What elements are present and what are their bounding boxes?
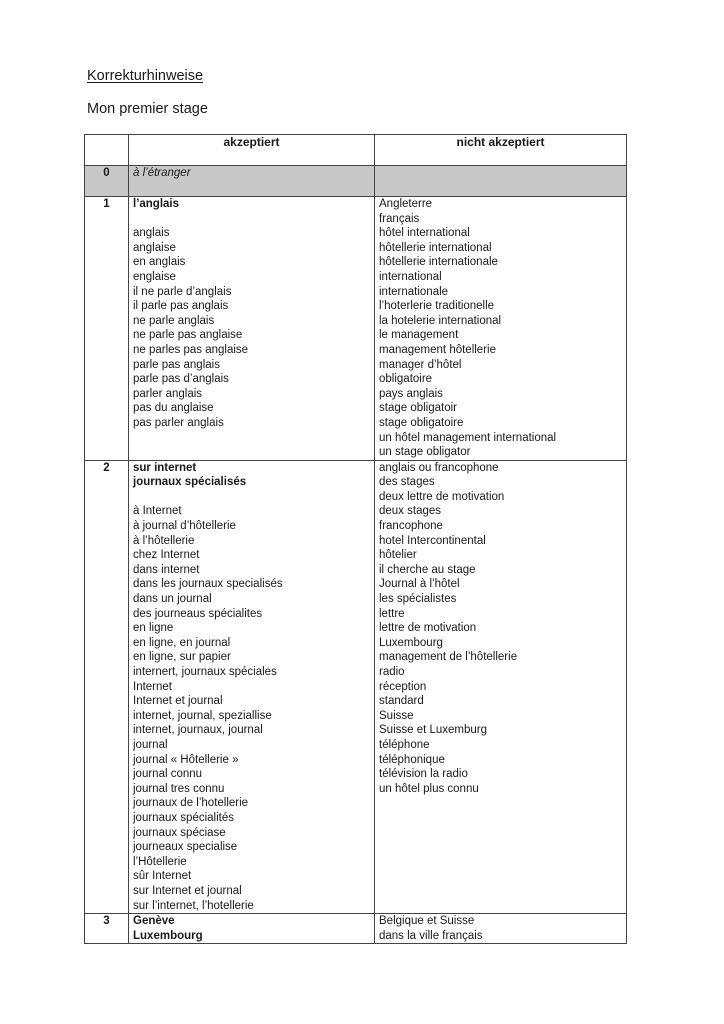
accepted-answer: il parle pas anglais (133, 300, 229, 313)
table-row (85, 166, 627, 197)
rejected-answer: un hôtel management international (379, 431, 557, 444)
rejected-answer: hôtel international (379, 227, 470, 240)
rejected-answer: stage obligatoire (379, 416, 464, 429)
accepted-answer: journal (133, 738, 168, 751)
rejected-answer: les spécialistes (379, 593, 457, 606)
table-row (85, 914, 627, 944)
accepted-answer: internet, journaux, journal (133, 724, 263, 737)
rejected-answer: international (379, 270, 442, 283)
rejected-answer: Suisse (379, 709, 414, 722)
item-number: 1 (85, 197, 129, 461)
spacer (133, 490, 370, 505)
accepted-answer: pas parler anglais (133, 416, 224, 429)
accepted-answer: en anglais (133, 256, 186, 269)
rejected-answer: le management (379, 329, 459, 342)
rejected-answer: standard (379, 695, 424, 708)
model-answer: sur internet (133, 461, 197, 474)
model-answer: Luxembourg (133, 929, 203, 942)
accepted-answer: parler anglais (133, 387, 203, 400)
rejected-answer: hôtellerie internationale (379, 256, 498, 269)
table-row (85, 460, 627, 913)
rejected-answer: pays anglais (379, 387, 443, 400)
accepted-answer: en ligne, sur papier (133, 651, 231, 664)
rejected-answer: deux lettre de motivation (379, 490, 505, 503)
rejected-answer: l’hoterlerie traditionelle (379, 300, 495, 313)
rejected-answer: français (379, 212, 420, 225)
accepted-answer: sur Internet et journal (133, 884, 242, 897)
rejected-answer: hôtelier (379, 549, 417, 562)
rejected-answer: management de l’hôtellerie (379, 651, 518, 664)
rejected-answer: Angleterre (379, 198, 433, 210)
table-row (85, 197, 627, 461)
accepted-answer: ne parle anglais (133, 314, 215, 327)
accepted-answer: journaux de l’hotellerie (133, 797, 249, 810)
accepted-answer: sûr Internet (133, 870, 192, 883)
rejected-cell (375, 166, 627, 197)
accepted-answer: journeaux specialise (133, 841, 238, 854)
rejected-answer: dans la ville français (379, 929, 483, 942)
accepted-cell (129, 166, 375, 197)
accepted-answer: journaux spécialités (133, 811, 235, 824)
rejected-answer: Journal à l’hôtel (379, 578, 460, 591)
rejected-answer: un hôtel plus connu (379, 782, 479, 795)
rejected-answer: management hôtellerie (379, 343, 496, 356)
rejected-answer: il cherche au stage (379, 563, 476, 576)
rejected-answer: anglais ou francophone (379, 461, 499, 474)
rejected-answer: réception (379, 680, 427, 693)
model-answer: journaux spécialisés (133, 476, 247, 489)
accepted-answer: anglais (133, 227, 170, 240)
accepted-answer: dans un journal (133, 593, 212, 606)
accepted-answer: journal tres connu (133, 782, 225, 795)
rejected-answer: hôtellerie international (379, 241, 492, 254)
accepted-answer: internert, journaux spéciales (133, 666, 277, 678)
accepted-answer: journal « Hôtellerie » (133, 753, 239, 766)
accepted-answer: Internet (133, 680, 172, 693)
accepted-cell (129, 914, 375, 944)
accepted-answer: parle pas anglais (133, 358, 220, 371)
accepted-answer: parle pas d’anglais (133, 373, 229, 386)
rejected-answer: lettre de motivation (379, 622, 477, 635)
accepted-answer: dans les journaux specialisés (133, 578, 283, 591)
document-title: Korrekturhinweise (87, 68, 204, 84)
accepted-answer: Internet et journal (133, 695, 223, 708)
table-header-row (85, 135, 627, 166)
rejected-answer: téléphonique (379, 753, 445, 766)
accepted-answer: à Internet (133, 505, 182, 518)
rejected-answer: Luxembourg (379, 636, 443, 649)
accepted-answer: internet, journal, speziallise (133, 709, 272, 722)
accepted-answer: anglaise (133, 241, 176, 254)
item-number: 2 (85, 460, 129, 913)
accepted-answer: à l’hôtellerie (133, 534, 195, 547)
rejected-answer: obligatoire (379, 373, 433, 386)
accepted-answer: pas du anglaise (133, 402, 214, 415)
accepted-answer: à journal d’hôtellerie (133, 520, 236, 533)
rejected-cell (375, 197, 627, 461)
model-answer: Genève (133, 915, 175, 928)
accepted-answer: il ne parle d’anglais (133, 285, 232, 298)
model-answer: l’anglais (133, 198, 180, 210)
accepted-answer: sur l’internet, l’hotellerie (133, 899, 254, 912)
header-rejected: nicht akzeptiert (375, 135, 627, 166)
rejected-answer: francophone (379, 520, 443, 533)
correction-table (84, 134, 627, 944)
header-accepted: akzeptiert (129, 135, 375, 166)
accepted-answer: l’Hôtellerie (133, 855, 187, 868)
accepted-cell (129, 197, 375, 461)
rejected-answer: stage obligatoir (379, 402, 457, 415)
rejected-answer: Suisse et Luxemburg (379, 724, 488, 737)
rejected-answer: manager d’hôtel (379, 358, 462, 371)
rejected-cell (375, 460, 627, 913)
accepted-answer: chez Internet (133, 549, 200, 562)
accepted-answer: des journeaus spécialites (133, 607, 263, 620)
rejected-answer: un stage obligator (379, 446, 471, 459)
accepted-answer: ne parles pas anglaise (133, 343, 249, 356)
header-number (85, 135, 129, 166)
model-answer: à l’étranger (133, 167, 191, 179)
document-subtitle: Mon premier stage (87, 101, 208, 117)
accepted-answer: dans internet (133, 563, 200, 576)
rejected-answer: lettre (379, 607, 405, 620)
item-number: 3 (85, 914, 129, 944)
spacer (133, 212, 370, 227)
rejected-answer: la hotelerie international (379, 314, 502, 327)
accepted-cell (129, 460, 375, 913)
rejected-answer: téléphone (379, 738, 430, 751)
accepted-answer: en ligne (133, 622, 174, 635)
rejected-answer: des stages (379, 476, 435, 489)
rejected-answer: télévision la radio (379, 768, 468, 781)
accepted-answer: ne parle pas anglaise (133, 329, 243, 342)
accepted-answer: englaise (133, 270, 176, 283)
rejected-answer: internationale (379, 285, 449, 298)
accepted-answer: en ligne, en journal (133, 636, 231, 649)
accepted-answer: journal connu (133, 768, 203, 781)
rejected-answer: deux stages (379, 505, 442, 518)
item-number: 0 (85, 166, 129, 197)
accepted-answer: journaux spéciase (133, 826, 226, 839)
rejected-answer: Belgique et Suisse (379, 915, 475, 928)
rejected-answer: hotel Intercontinental (379, 534, 486, 547)
rejected-answer: radio (379, 666, 405, 678)
rejected-cell (375, 914, 627, 944)
